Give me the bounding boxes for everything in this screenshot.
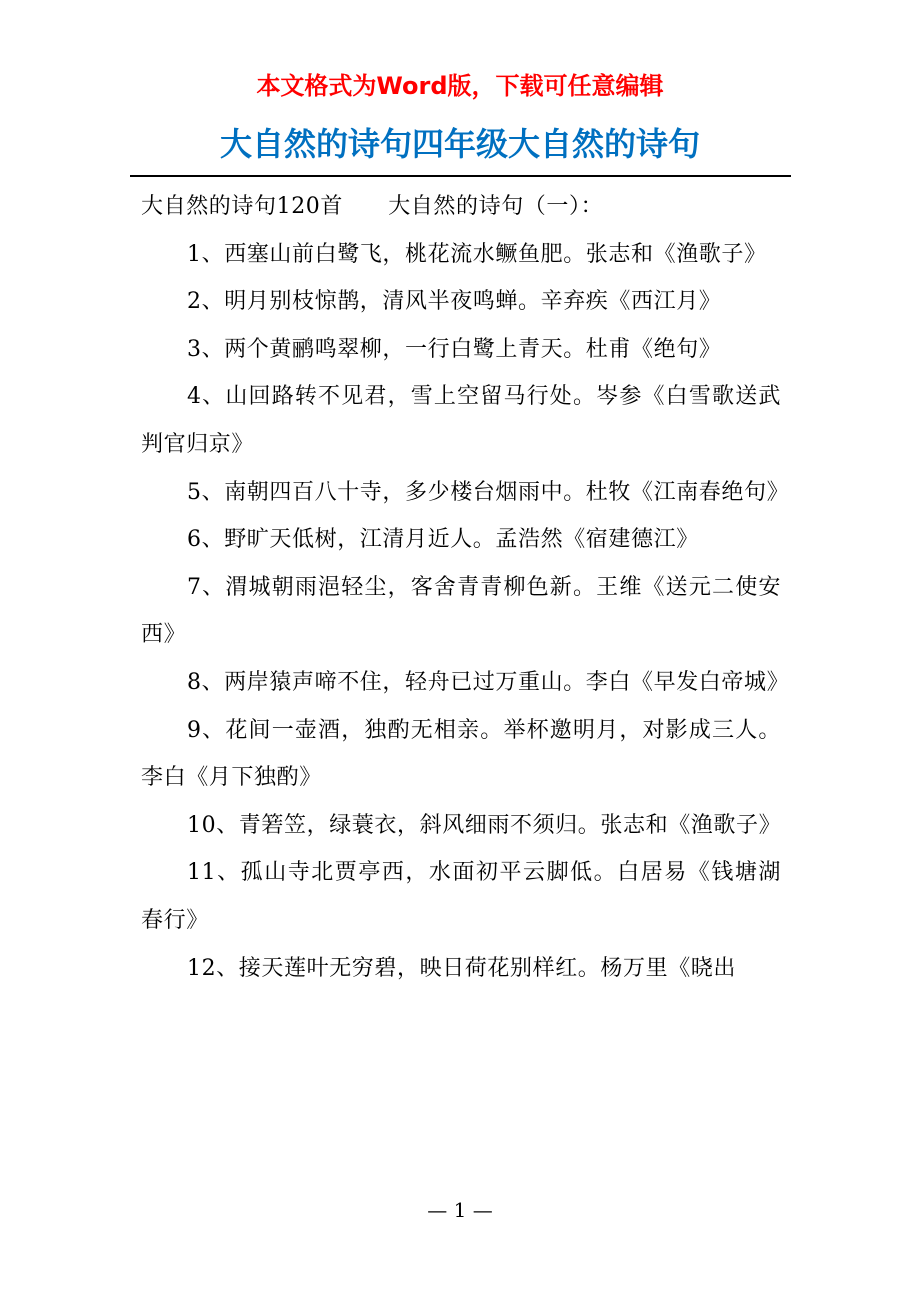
- poem-line-2: 2、明月别枝惊鹊，清风半夜鸣蝉。辛弃疾《西江月》: [187, 289, 722, 315]
- page-number: — 1 —: [427, 1198, 493, 1222]
- poem-line-11: 11、孤山寺北贾亭西，水面初平云脚低。白居易《钱塘湖春行》: [141, 860, 781, 933]
- poem-line-9: 9、花间一壶酒，独酌无相亲。举杯邀明月，对影成三人。李白《月下独酌》: [141, 717, 781, 791]
- download-banner: 本文格式为Word版，下载可任意编辑: [256, 72, 664, 100]
- poem-line-8: 8、两岸猿声啼不住，轻舟已过万重山。李白《早发白帝城》: [187, 669, 790, 695]
- poem-line-6: 6、野旷天低树，江清月近人。孟浩然《宿建德江》: [187, 527, 699, 553]
- poem-line-1: 1、西塞山前白鹭飞，桃花流水鳜鱼肥。张志和《渔歌子》: [187, 241, 767, 267]
- poem-line-12: 12、接天莲叶无穷碧，映日荷花别样红。杨万里《晓出: [187, 955, 736, 981]
- poem-line-3: 3、两个黄鹂鸣翠柳，一行白鹭上青天。杜甫《绝句》: [187, 336, 722, 362]
- title-divider: [130, 175, 791, 177]
- document-title: 大自然的诗句四年级大自然的诗句: [219, 125, 700, 163]
- poem-line-7: 7、渭城朝雨浥轻尘，客舍青青柳色新。王维《送元二使安西》: [141, 574, 781, 648]
- poem-line-10: 10、青箬笠，绿蓑衣，斜风细雨不须归。张志和《渔歌子》: [187, 812, 782, 838]
- document-body: [141, 183, 790, 992]
- intro-line: 大自然的诗句120首 大自然的诗句（一）：: [141, 194, 604, 219]
- poem-line-4: 4、山回路转不见君，雪上空留马行处。岑参《白雪歌送武判官归京》: [141, 384, 781, 457]
- poem-line-5: 5、南朝四百八十寺，多少楼台烟雨中。杜牧《江南春绝句》: [187, 479, 790, 505]
